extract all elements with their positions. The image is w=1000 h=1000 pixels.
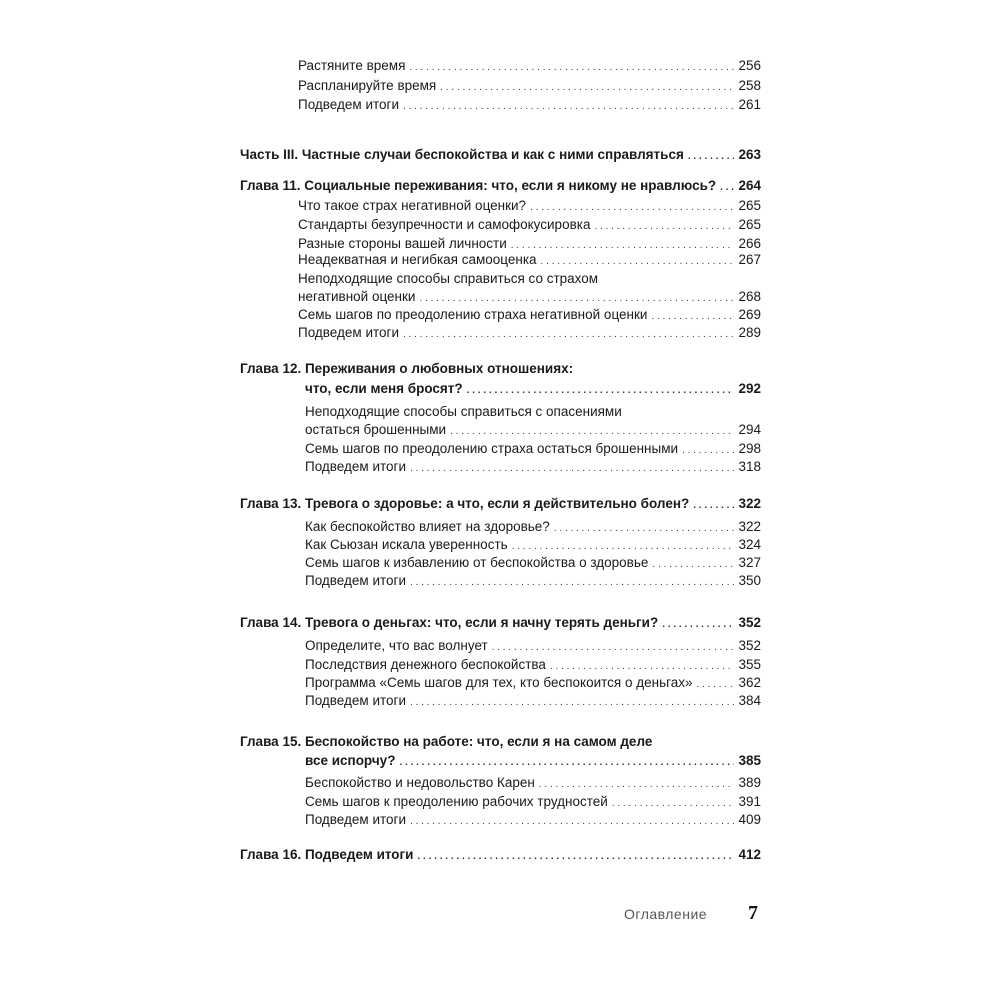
running-footer-label: Оглавление — [624, 906, 708, 922]
entry-page: 362 — [738, 675, 761, 690]
dot-leader — [651, 306, 734, 325]
chapter-title: все испорчу? — [305, 753, 396, 768]
chapter-title-line: Глава 15. Беспокойство на работе: что, если я на самом деле — [240, 734, 653, 749]
dot-leader — [652, 554, 734, 573]
entry-title: Что такое страх негативной оценки? — [298, 198, 527, 213]
toc-entry[interactable] — [298, 288, 761, 307]
toc-entry[interactable] — [305, 692, 761, 711]
entry-page: 269 — [738, 307, 761, 322]
chapter-title: что, если меня бросят? — [305, 381, 463, 396]
dot-leader — [594, 216, 734, 235]
entry-title-line: Неподходящие способы справиться с опасениями — [305, 404, 622, 419]
entry-page: 318 — [738, 459, 761, 474]
dot-leader — [410, 811, 734, 830]
entry-page: 350 — [738, 573, 761, 588]
entry-title: Стандарты безупречности и самофокусировка — [298, 217, 591, 232]
toc-entry[interactable] — [298, 57, 761, 76]
dot-leader — [682, 440, 734, 459]
entry-page: 324 — [738, 537, 761, 552]
entry-title: Семь шагов к преодолению рабочих трудностей — [305, 794, 608, 809]
chapter-title-line: Глава 12. Переживания о любовных отношениях: — [240, 361, 574, 376]
entry-page: 409 — [738, 812, 761, 827]
toc-entry[interactable] — [305, 637, 761, 656]
entry-title: Неадекватная и негибкая самооценка — [298, 252, 537, 267]
toc-entry[interactable] — [305, 793, 761, 812]
dot-leader — [550, 656, 735, 675]
dot-leader — [554, 518, 735, 537]
toc-entry[interactable] — [298, 96, 761, 115]
dot-leader — [541, 251, 735, 270]
entry-title: Подведем итоги — [305, 573, 406, 588]
entry-title: Разные стороны вашей личности — [298, 236, 507, 251]
toc-entry[interactable] — [305, 811, 761, 830]
entry-page: 268 — [738, 289, 761, 304]
entry-title: Подведем итоги — [305, 693, 406, 708]
entry-page: 265 — [738, 198, 761, 213]
toc-entry[interactable] — [298, 197, 761, 216]
entry-title: Подведем итоги — [298, 97, 399, 112]
entry-page: 289 — [738, 325, 761, 340]
entry-page: 322 — [738, 519, 761, 534]
entry-title: Подведем итоги — [305, 459, 406, 474]
page-number: 7 — [748, 902, 758, 924]
chapter-title: Глава 13. Тревога о здоровье: а что, если я действительно болен? — [240, 496, 690, 511]
toc-chapter-heading[interactable] — [240, 614, 761, 633]
toc-entry[interactable] — [305, 572, 761, 591]
chapter-page: 385 — [738, 753, 761, 768]
dot-leader — [410, 692, 734, 711]
chapter-title: Глава 14. Тревога о деньгах: что, если я начну терять деньги? — [240, 615, 659, 630]
dot-leader — [492, 637, 735, 656]
toc-entry[interactable] — [305, 518, 761, 537]
toc-entry[interactable] — [305, 774, 761, 793]
chapter-page: 412 — [738, 847, 761, 862]
entry-title: Растяните время — [298, 58, 406, 73]
entry-page: 391 — [738, 794, 761, 809]
dot-leader — [410, 572, 734, 591]
entry-page: 266 — [738, 236, 761, 251]
toc-entry[interactable] — [305, 458, 761, 477]
toc-entry[interactable] — [305, 440, 761, 459]
entry-page: 352 — [738, 638, 761, 653]
entry-page: 258 — [738, 78, 761, 93]
entry-title: Семь шагов к избавлению от беспокойства о здоровье — [305, 555, 649, 570]
chapter-page: 322 — [738, 496, 761, 511]
entry-title: остаться брошенными — [305, 422, 447, 437]
toc-entry[interactable] — [298, 306, 761, 325]
dot-leader — [403, 96, 734, 115]
toc-entry[interactable] — [305, 536, 761, 555]
entry-title: Беспокойство и недовольство Карен — [305, 775, 535, 790]
toc-entry[interactable] — [305, 554, 761, 573]
dot-leader — [662, 614, 734, 633]
entry-title: Как Сьюзан искала уверенность — [305, 537, 508, 552]
dot-leader — [467, 380, 735, 399]
dot-leader — [399, 752, 734, 771]
entry-title-line: Неподходящие способы справиться со страхом — [298, 271, 599, 286]
toc-chapter-heading[interactable] — [240, 177, 761, 196]
toc-entry[interactable] — [298, 251, 761, 270]
entry-page: 355 — [738, 657, 761, 672]
dot-leader — [417, 846, 734, 865]
toc-chapter-heading[interactable] — [305, 380, 761, 399]
entry-page: 294 — [738, 422, 761, 437]
entry-title: Последствия денежного беспокойства — [305, 657, 546, 672]
entry-title: негативной оценки — [298, 289, 416, 304]
dot-leader — [688, 146, 735, 165]
dot-leader — [409, 57, 734, 76]
toc-entry[interactable] — [298, 77, 761, 96]
entry-page: 298 — [738, 441, 761, 456]
toc-entry[interactable] — [305, 421, 761, 440]
part-page: 263 — [738, 147, 761, 162]
entry-title: Определите, что вас волнует — [305, 638, 488, 653]
toc-chapter-heading[interactable] — [240, 846, 761, 865]
entry-page: 265 — [738, 217, 761, 232]
dot-leader — [720, 177, 734, 196]
dot-leader — [440, 77, 734, 96]
entry-page: 389 — [738, 775, 761, 790]
chapter-page: 292 — [738, 381, 761, 396]
entry-page: 327 — [738, 555, 761, 570]
entry-page: 256 — [738, 58, 761, 73]
dot-leader — [612, 793, 735, 812]
chapter-page: 352 — [738, 615, 761, 630]
dot-leader — [410, 458, 734, 477]
chapter-title: Глава 11. Социальные переживания: что, если я никому не нравлюсь? — [240, 178, 717, 193]
part-title: Часть III. Частные случаи беспокойства и как с ними справляться — [240, 147, 684, 162]
entry-title: Распланируйте время — [298, 78, 437, 93]
toc-entry[interactable] — [298, 216, 761, 235]
chapter-page: 264 — [738, 178, 761, 193]
dot-leader — [450, 421, 734, 440]
entry-title: Семь шагов по преодолению страха остаться брошенными — [305, 441, 679, 456]
toc-chapter-heading[interactable] — [240, 495, 761, 514]
dot-leader — [693, 495, 734, 514]
entry-page: 267 — [738, 252, 761, 267]
toc-part-heading[interactable] — [240, 146, 761, 165]
dot-leader — [697, 674, 735, 693]
entry-title: Подведем итоги — [305, 812, 406, 827]
toc-entry[interactable] — [298, 324, 761, 343]
entry-title: Подведем итоги — [298, 325, 399, 340]
toc-chapter-heading[interactable] — [305, 752, 761, 771]
entry-title: Семь шагов по преодолению страха негативной оценки — [298, 307, 648, 322]
toc-entry[interactable] — [305, 656, 761, 675]
dot-leader — [419, 288, 734, 307]
entry-page: 261 — [738, 97, 761, 112]
dot-leader — [530, 197, 734, 216]
dot-leader — [539, 774, 735, 793]
entry-page: 384 — [738, 693, 761, 708]
entry-title: Программа «Семь шагов для тех, кто беспокоится о деньгах» — [305, 675, 693, 690]
toc-entry[interactable] — [305, 674, 761, 693]
dot-leader — [512, 536, 735, 555]
dot-leader — [403, 324, 734, 343]
entry-title: Как беспокойство влияет на здоровье? — [305, 519, 550, 534]
chapter-title: Глава 16. Подведем итоги — [240, 847, 414, 862]
